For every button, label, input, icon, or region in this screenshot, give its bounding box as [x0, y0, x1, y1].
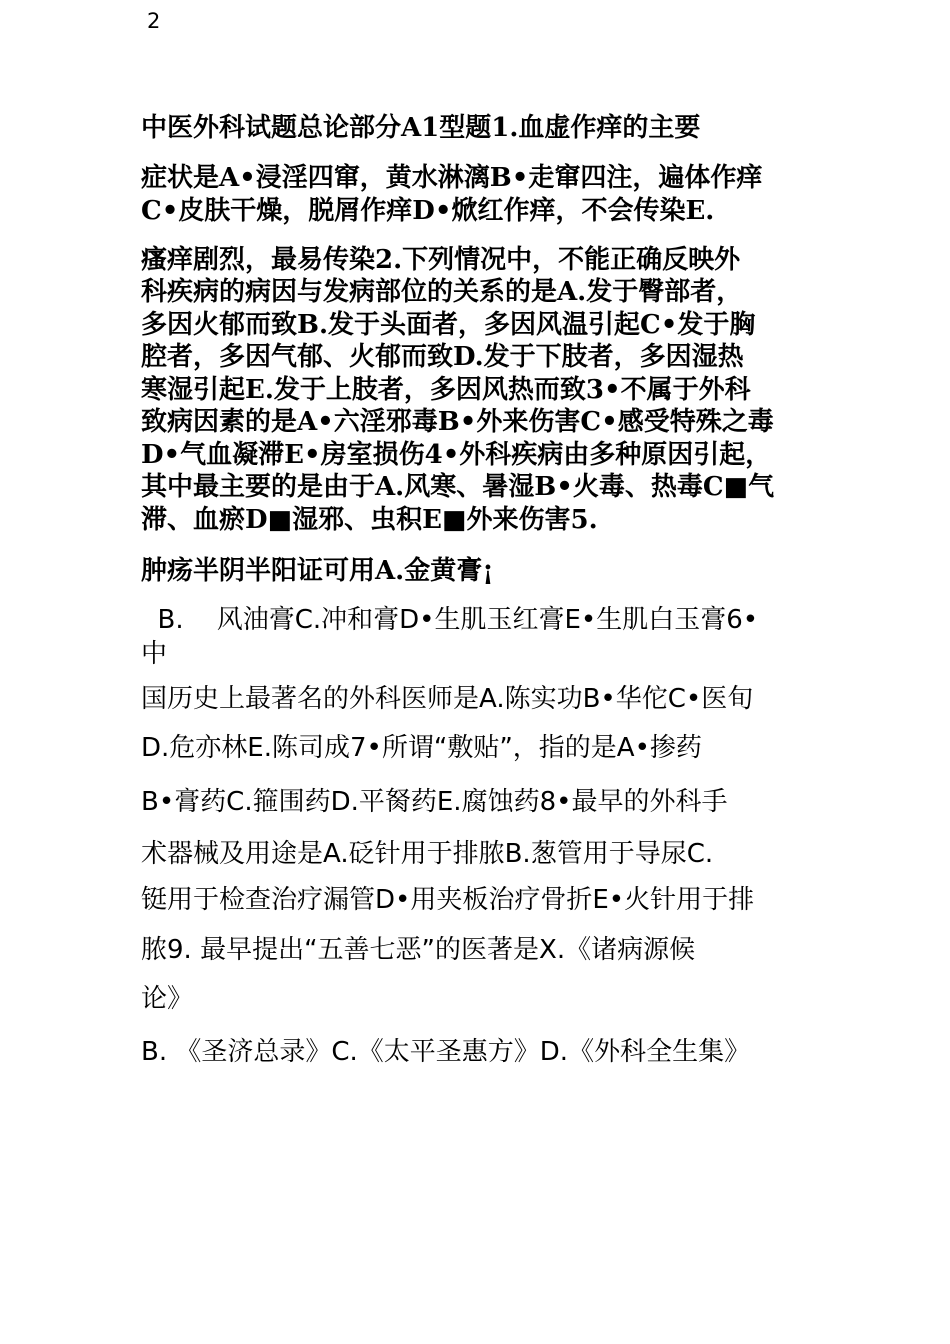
text-line: 中医外科试题总论部分A1型题1.血虚作痒的主要: [141, 113, 701, 143]
text-line: C•皮肤干燥，脱屑作痒D•焮红作痒，不会传染E.: [141, 196, 715, 226]
text-line: B•膏药C.箍围药D.平胬药E.腐蚀药8•最早的外科手: [141, 787, 728, 817]
text-line: 术器械及用途是A.砭针用于排脓B.葱管用于导尿C.: [141, 839, 714, 869]
text-line: 肿疡半阴半阳证可用A.金黄膏¡: [141, 556, 494, 586]
text-line: 寒湿引起E.发于上肢者，多因风热而致3•不属于外科: [141, 375, 751, 405]
text-line: 国历史上最著名的外科医师是A.陈实功B•华佗C•医旬: [141, 684, 754, 714]
text-line: D•气血凝滞E•房室损伤4•外科疾病由多种原因引起，: [141, 440, 772, 470]
text-line: 中: [141, 639, 168, 669]
text-line: 其中最主要的是由于A.风寒、暑湿B•火毒、热毒C■气: [141, 472, 775, 502]
text-line: 致病因素的是A•六淫邪毒B•外来伤害C•感受特殊之毒: [141, 407, 774, 437]
text-line: 论》: [141, 984, 194, 1014]
text-line: 多因火郁而致B.发于头面者，多因风温引起C•发于胸: [141, 310, 756, 340]
text-line: 腔者，多因气郁、火郁而致D.发于下肢者，多因湿热: [141, 342, 744, 372]
text-line: D.危亦林E.陈司成7•所谓“敷贴”，指的是A•掺药: [141, 733, 702, 763]
text-line: 科疾病的病因与发病部位的关系的是A.发于臀部者，: [141, 277, 743, 307]
text-line: 滞、血瘀D■湿邪、虫积E■外来伤害5.: [141, 505, 598, 535]
text-line: B. 《圣济总录》C.《太平圣惠方》D.《外科全生集》: [141, 1037, 751, 1067]
text-line: 症状是A•浸淫四窜，黄水淋漓B•走窜四注，遍体作痒: [141, 163, 763, 193]
text-line: B. 风油膏C.冲和膏D•生肌玉红膏E•生肌白玉膏6•: [141, 605, 759, 635]
text-line: 铤用于检查治疗漏管D•用夹板治疗骨折E•火针用于排: [141, 885, 755, 915]
text-line: 瘙痒剧烈，最易传染2.下列情况中，不能正确反映外: [141, 245, 741, 275]
page-number: 2: [147, 9, 161, 33]
text-line: 脓9. 最早提出“五善七恶”的医著是X.《诸病源候: [141, 935, 696, 965]
